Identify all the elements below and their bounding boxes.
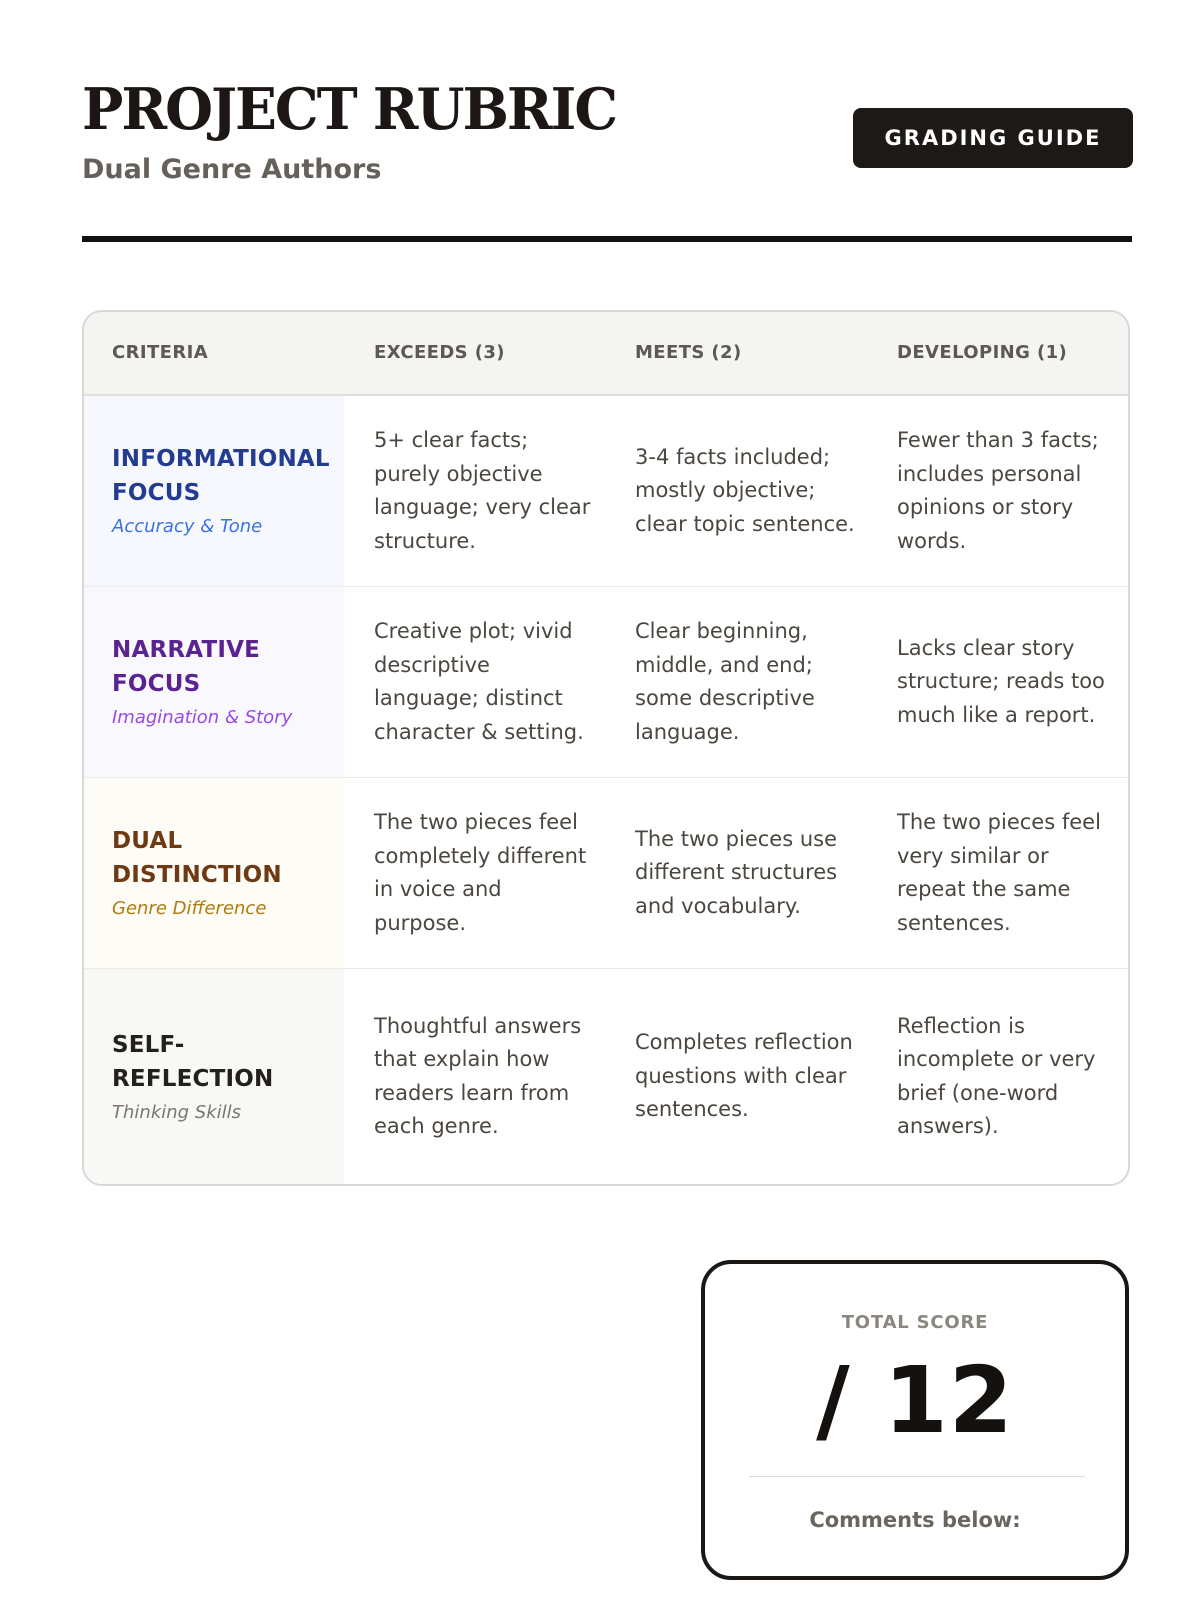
criteria-cell [84, 969, 344, 1184]
column-header-exceeds: EXCEEDS (3) [374, 342, 505, 363]
meets-cell: Completes reflection questions with clear sentences. [635, 1030, 853, 1122]
total-score-label: TOTAL SCORE [841, 1312, 989, 1333]
meets-cell: Clear beginning, middle, and end; some descriptive language. [635, 619, 815, 744]
rubric-table [82, 310, 1130, 1186]
exceeds-cell: 5+ clear facts; purely objective language; very clear structure. [374, 428, 591, 553]
criteria-cell [84, 587, 344, 777]
table-row [84, 587, 1128, 778]
developing-cell: Fewer than 3 facts; includes personal opinions or story words. [897, 428, 1099, 553]
meets-cell: The two pieces use different structures and vocabulary. [635, 826, 838, 918]
exceeds-cell: Thoughtful answers that explain how readers learn from each genre. [374, 1013, 582, 1138]
total-score-card [701, 1260, 1129, 1580]
page-title: PROJECT RUBRIC [82, 74, 617, 143]
score-divider [749, 1476, 1085, 1477]
developing-cell: The two pieces feel very similar or repeat the same sentences. [897, 810, 1101, 935]
criteria-cell [84, 396, 344, 586]
criteria-subtitle: Thinking Skills [112, 1101, 242, 1123]
exceeds-cell: The two pieces feel completely different in voice and purpose. [374, 810, 587, 935]
grading-guide-button[interactable]: GRADING GUIDE [853, 108, 1133, 168]
criteria-subtitle: Genre Difference [112, 898, 267, 919]
comments-label: Comments below: [809, 1508, 1021, 1532]
criteria-title: INFORMATIONAL FOCUS [112, 446, 330, 506]
header [82, 74, 1128, 190]
criteria-cell [84, 778, 344, 968]
column-header-criteria: CRITERIA [112, 342, 209, 363]
developing-cell: Lacks clear story structure; reads too much like a report. [897, 635, 1105, 727]
table-row [84, 778, 1128, 969]
criteria-title: SELF- REFLECTION [112, 1031, 274, 1092]
column-header-developing: DEVELOPING (1) [897, 342, 1068, 363]
exceeds-cell: Creative plot; vivid descriptive language; distinct character & setting. [374, 619, 584, 744]
page-subtitle: Dual Genre Authors [82, 154, 382, 185]
criteria-subtitle: Imagination & Story [112, 707, 293, 728]
criteria-title: NARRATIVE FOCUS [112, 637, 261, 697]
developing-cell: Reflection is incomplete or very brief (one-word answers). [897, 1013, 1096, 1138]
table-row [84, 969, 1128, 1184]
table-row [84, 396, 1128, 587]
table-header-row [84, 312, 1128, 396]
criteria-subtitle: Accuracy & Tone [112, 516, 263, 537]
header-divider [82, 236, 1132, 242]
column-header-meets: MEETS (2) [635, 342, 742, 363]
criteria-title: DUAL DISTINCTION [112, 828, 282, 888]
meets-cell: 3-4 facts included; mostly objective; clear topic sentence. [635, 444, 855, 536]
total-score-value: / 12 [816, 1347, 1014, 1454]
